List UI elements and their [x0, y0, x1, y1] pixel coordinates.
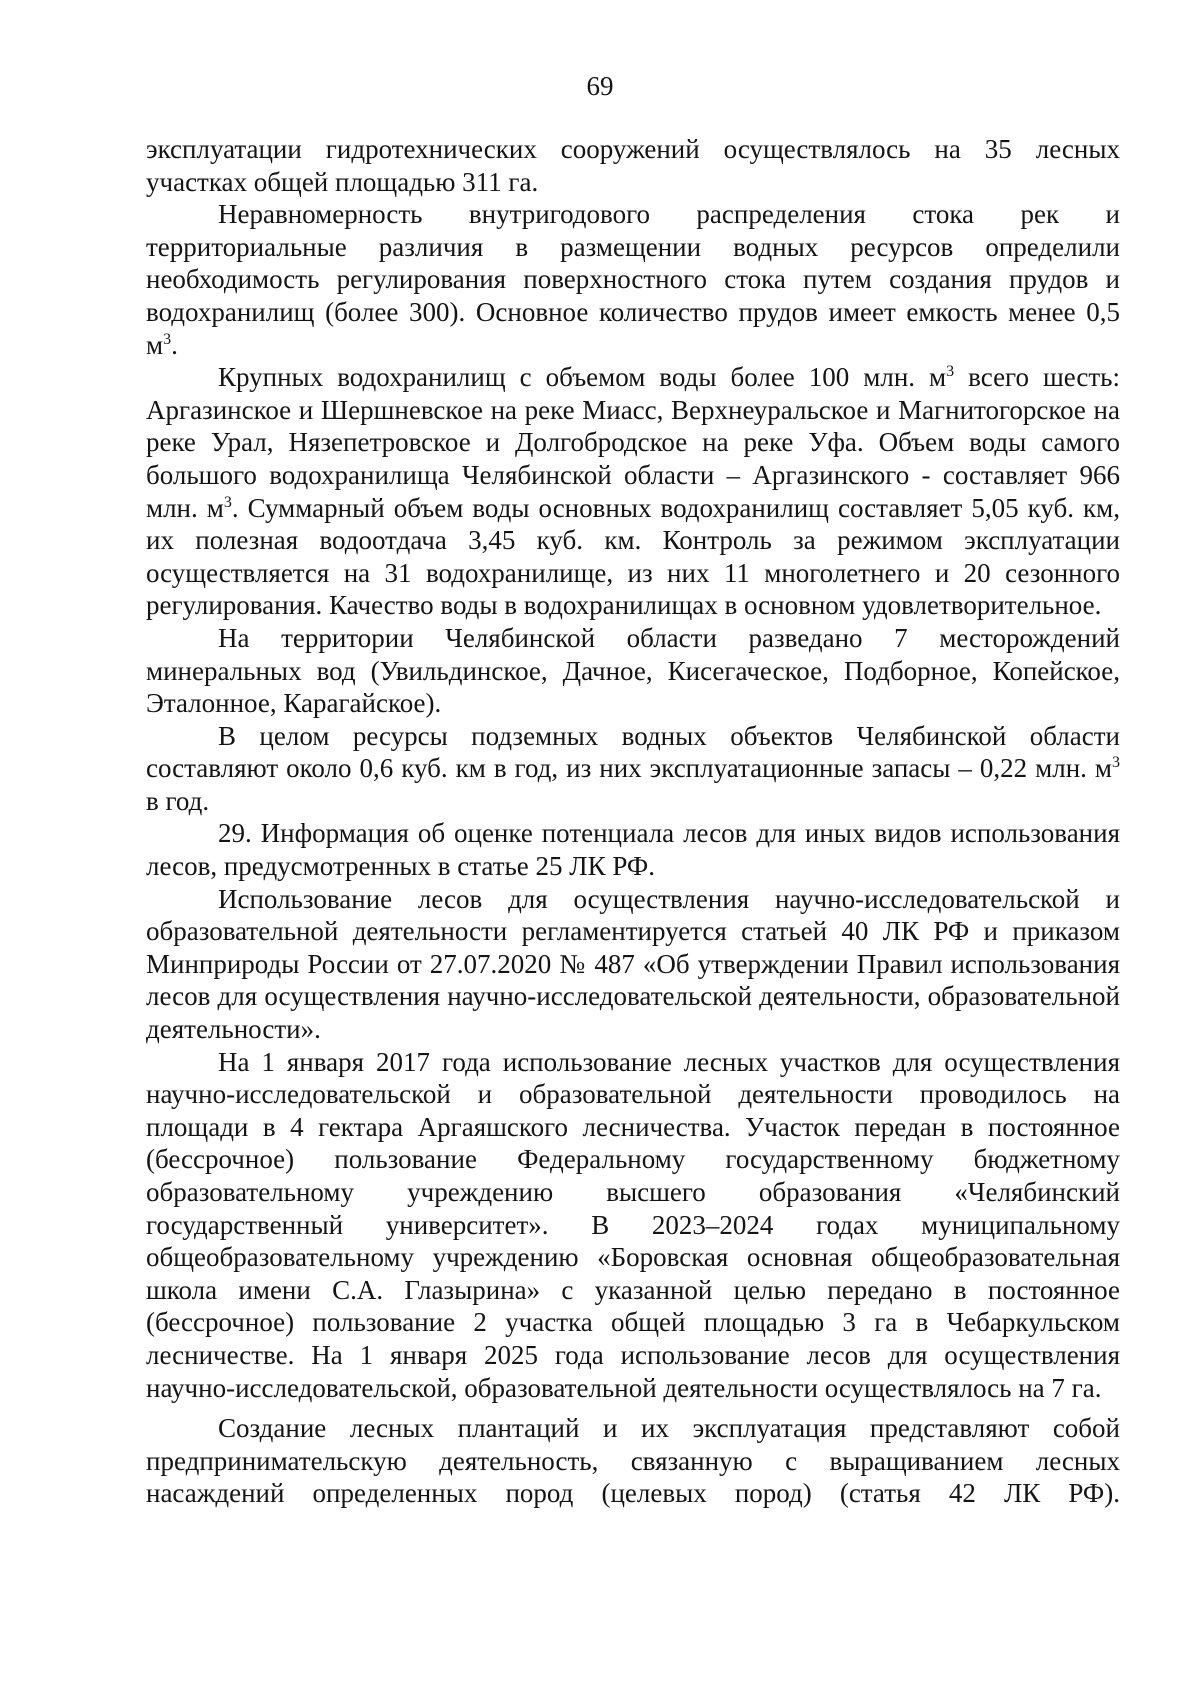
paragraph-text: эксплуатации гидротехнических сооружений осуществлялось на 35 лесных участках общей площадью 311 га.	[146, 134, 1120, 197]
paragraph-text: В целом ресурсы подземных водных объектов Челябинской области составляют около 0,6 куб. км в год, из них эксплуатационные запасы – 0,22 млн. м	[146, 720, 1120, 784]
paragraph-text: всего шесть: Аргазинское и Шершневское на реке Миасс, Верхнеуральское и Магнитогорское на реке Урал, Нязепетровское и Долгобродское на реке Уфа. Объем воды самого большого водохранилища Челябинской области – Аргазинского - составляет 966 млн. м	[146, 362, 1120, 523]
paragraph	[146, 1412, 1120, 1510]
paragraph	[146, 720, 1120, 818]
superscript: 3	[1112, 754, 1120, 772]
paragraph	[146, 883, 1120, 1046]
paragraph	[146, 1046, 1120, 1405]
paragraph-text: Использование лесов для осуществления научно-исследовательской и образовательной деятельности регламентируется статьей 40 ЛК РФ и приказом Минприроды России от 27.07.2020 № 487 «Об утверждении Правил использования лесов для осуществления научно-исследовательской деятельности, образовательной деятельности».	[146, 883, 1120, 1045]
paragraph	[146, 198, 1120, 361]
paragraph-text: . Суммарный объем воды основных водохранилищ составляет 5,05 куб. км, их полезная водоотдача 3,45 куб. км. Контроль за режимом эксплуатации осуществляется на 31 водохранилище, из них 11 многолетнего и 20 сезонного регулирования. Качество воды в водохранилищах в основном удовлетворительное.	[146, 492, 1120, 621]
paragraph-text: в год.	[146, 785, 210, 816]
paragraph	[146, 133, 1120, 198]
paragraph-text: Неравномерность внутригодового распределения стока рек и территориальные различия в размещении водных ресурсов определили необходимость регулирования поверхностного стока путем создания прудов и водохранилищ (более 300). Основное количество прудов имеет емкость менее 0,5 м	[146, 199, 1120, 360]
page-number: 69	[586, 71, 614, 101]
superscript: 3	[163, 330, 172, 348]
paragraph-text: .	[171, 329, 178, 360]
paragraph-text: На территории Челябинской области разведано 7 месторождений минеральных вод (Увильдинское, Дачное, Кисегаческое, Подборное, Копейское, Эталонное, Карагайское).	[146, 622, 1120, 719]
superscript: 3	[946, 363, 955, 381]
paragraph	[146, 817, 1120, 882]
paragraph	[146, 361, 1120, 622]
paragraph-text: Крупных водохранилищ с объемом воды более 100 млн. м	[218, 362, 947, 393]
paragraph-text: На 1 января 2017 года использование лесных участков для осуществления научно-исследовательской и образовательной деятельности проводилось на площади в 4 гектара Аргаяшского лесничества. Участок передан в постоянное (бессрочное) пользование Федеральному государственному бюджетному образовательному учреждению высшего образования «Челябинский государственный университет». В 2023–2024 годах муниципальному общеобразовательному учреждению «Боровская основная общеобразовательная школа имени С.А. Глазырина» с указанной целью передано в постоянное (бессрочное) пользование 2 участка общей площадью 3 га в Чебаркульском лесничестве. На 1 января 2025 года использование лесов для осуществления научно-исследовательской, образовательной деятельности осуществлялось на 7 га.	[146, 1046, 1120, 1403]
superscript: 3	[223, 493, 232, 511]
document-body	[146, 133, 1120, 1510]
paragraph	[146, 622, 1120, 720]
paragraph-text: Создание лесных плантаций и их эксплуатация представляют собой предпринимательскую деятельность, связанную с выращиванием лесных насаждений определенных пород (целевых пород) (статья 42 ЛК РФ).	[146, 1413, 1120, 1509]
paragraph-text: 29. Информация об оценке потенциала лесов для иных видов использования лесов, предусмотренных в статье 25 ЛК РФ.	[146, 818, 1120, 882]
